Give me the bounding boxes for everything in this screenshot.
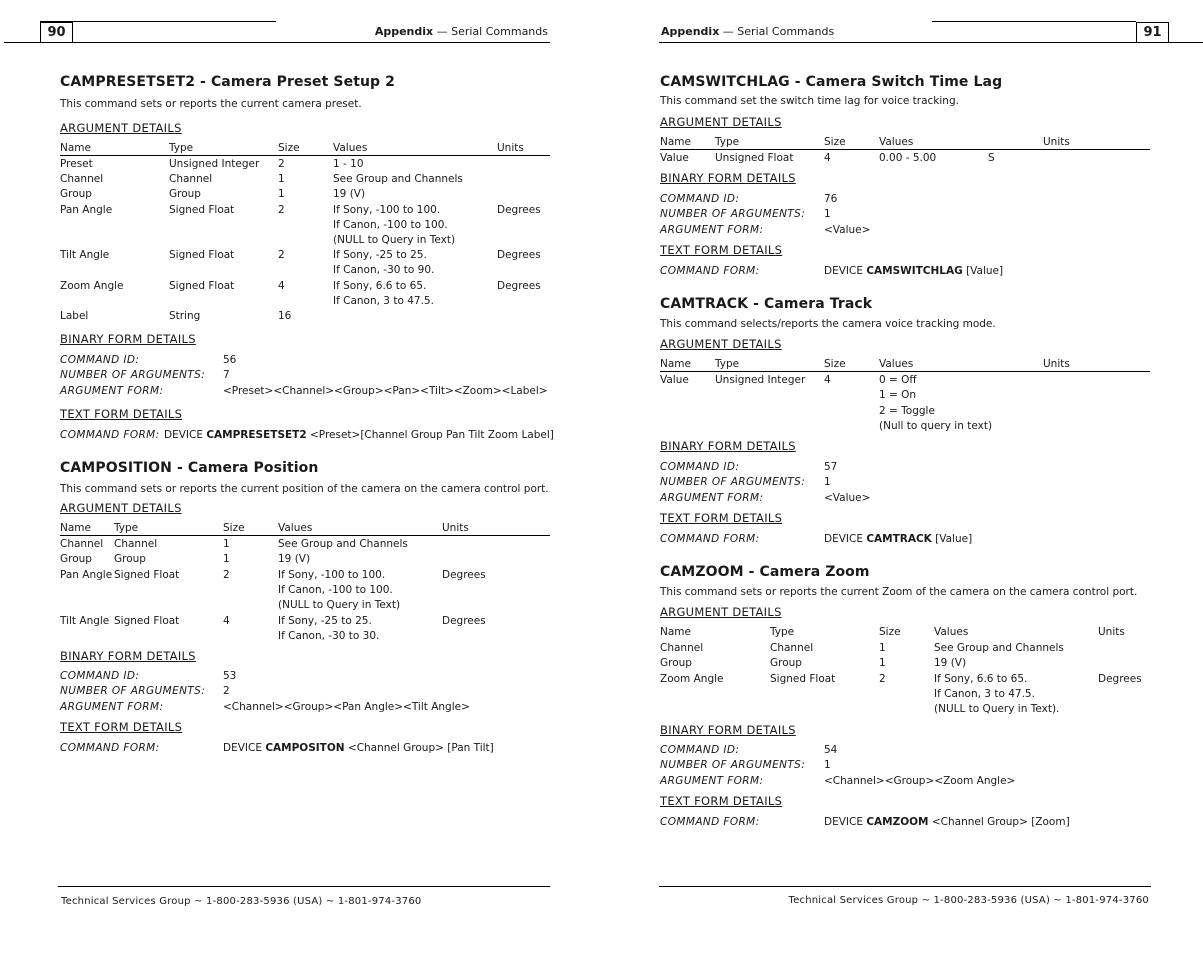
cell-units: Degrees bbox=[442, 614, 486, 627]
cell-values: 0 = Off bbox=[879, 374, 917, 386]
command-args: [Value] bbox=[931, 533, 973, 545]
column-header-units: Units bbox=[1043, 358, 1070, 370]
cell-type: Signed Float bbox=[169, 249, 235, 262]
text-form-heading: TEXT FORM DETAILS bbox=[660, 794, 783, 808]
cell-size: 16 bbox=[278, 310, 292, 322]
column-header-values: Values bbox=[278, 522, 313, 534]
cell-values: If Canon, 3 to 47.5. bbox=[934, 687, 1035, 700]
cell-name: Zoom Angle bbox=[660, 672, 724, 685]
left-page bbox=[0, 0, 600, 954]
cell-values: If Canon, -30 to 30. bbox=[278, 629, 380, 642]
column-header-name: Name bbox=[60, 142, 91, 154]
cell-type: Unsigned Integer bbox=[715, 374, 806, 386]
binary-key: COMMAND ID: bbox=[60, 670, 140, 682]
cell-type: Signed Float bbox=[114, 568, 180, 581]
column-header-units: Units bbox=[1043, 136, 1070, 148]
binary-form-heading: BINARY FORM DETAILS bbox=[660, 723, 796, 737]
header-top-rule bbox=[40, 21, 276, 22]
column-header-name: Name bbox=[660, 136, 691, 148]
section-title: CAMPOSITION - Camera Position bbox=[60, 460, 319, 476]
table-header-rule bbox=[60, 535, 550, 536]
cell-values: If Sony, 6.6 to 65. bbox=[934, 672, 1028, 685]
cell-type: Group bbox=[169, 188, 201, 201]
cell-values: See Group and Channels bbox=[278, 538, 408, 550]
column-header-type: Type bbox=[715, 358, 740, 370]
cell-values: If Sony, -100 to 100. bbox=[333, 203, 441, 216]
cell-name: Pan Angle bbox=[60, 203, 113, 216]
command-form-key: COMMAND FORM: bbox=[60, 429, 160, 441]
command-name: CAMPOSITON bbox=[265, 742, 345, 754]
footer-rule bbox=[659, 886, 1151, 887]
cell-type: Unsigned Float bbox=[715, 152, 794, 164]
column-header-size: Size bbox=[223, 522, 245, 534]
cell-type: String bbox=[169, 310, 201, 322]
cell-values: If Canon, -100 to 100. bbox=[333, 218, 448, 231]
header-section: — Serial Commands bbox=[719, 25, 835, 38]
footer-contact: Technical Services Group ~ 1-800-283-5936 (USA) ~ 1-801-974-3760 bbox=[788, 895, 1149, 906]
cell-values: If Canon, -30 to 90. bbox=[333, 264, 435, 277]
command-args: [Value] bbox=[962, 265, 1004, 277]
section-description: This command set the switch time lag for voice tracking. bbox=[660, 95, 959, 107]
cell-name: Tilt Angle bbox=[60, 249, 110, 262]
text-form-heading: TEXT FORM DETAILS bbox=[60, 720, 183, 734]
cell-size: 2 bbox=[278, 203, 285, 216]
binary-key: ARGUMENT FORM: bbox=[660, 491, 764, 504]
cell-size: 4 bbox=[278, 279, 285, 292]
command-form-key: COMMAND FORM: bbox=[660, 816, 760, 828]
cell-values: 19 (V) bbox=[333, 188, 366, 201]
cell-size: 2 bbox=[879, 672, 886, 685]
cell-type: Signed Float bbox=[169, 279, 235, 292]
cell-name: Zoom Angle bbox=[60, 279, 124, 292]
cell-type: Channel bbox=[169, 173, 213, 186]
page-number: 90 bbox=[40, 22, 73, 42]
cell-values: If Sony, 6.6 to 65. bbox=[333, 279, 427, 292]
column-header-name: Name bbox=[660, 626, 691, 638]
binary-value: <Value> bbox=[824, 223, 871, 236]
binary-key: NUMBER OF ARGUMENTS: bbox=[660, 208, 806, 221]
cell-values: If Canon, -100 to 100. bbox=[278, 583, 393, 596]
table-header-rule bbox=[660, 149, 1150, 150]
column-header-name: Name bbox=[60, 522, 91, 534]
cell-values: (NULL to Query in Text) bbox=[333, 234, 456, 246]
cell-values: If Sony, -100 to 100. bbox=[278, 568, 386, 581]
command-name: CAMZOOM bbox=[866, 816, 929, 828]
command-name: CAMSWITCHLAG bbox=[866, 265, 963, 277]
section-description: This command sets or reports the current camera preset. bbox=[60, 98, 362, 110]
cell-size: 4 bbox=[223, 614, 230, 627]
cell-units: Degrees bbox=[442, 568, 486, 581]
binary-value: 76 bbox=[824, 193, 838, 205]
cell-units: Degrees bbox=[1098, 672, 1142, 685]
cell-values: 0.00 - 5.00 bbox=[879, 152, 937, 164]
cell-name: Group bbox=[60, 553, 92, 566]
cell-size: 2 bbox=[223, 568, 230, 581]
cell-size: 1 bbox=[223, 553, 230, 566]
text-form-heading: TEXT FORM DETAILS bbox=[660, 243, 783, 257]
table-header-rule bbox=[660, 371, 1150, 372]
command-form-value bbox=[164, 429, 554, 441]
command-prefix: DEVICE bbox=[824, 533, 867, 545]
cell-values: 19 (V) bbox=[934, 657, 967, 670]
binary-value: 53 bbox=[223, 670, 237, 682]
binary-key: COMMAND ID: bbox=[660, 193, 740, 205]
table-header-rule bbox=[60, 155, 550, 156]
text-form-heading: TEXT FORM DETAILS bbox=[660, 511, 783, 525]
section-title: CAMSWITCHLAG - Camera Switch Time Lag bbox=[660, 74, 1003, 90]
command-form-key: COMMAND FORM: bbox=[660, 533, 760, 545]
section-description: This command sets or reports the current Zoom of the camera on the camera control port. bbox=[660, 586, 1138, 598]
column-header-units: Units bbox=[1098, 626, 1125, 638]
cell-values: 1 - 10 bbox=[333, 158, 364, 170]
header-appendix: Appendix bbox=[374, 25, 434, 38]
cell-name: Channel bbox=[660, 642, 704, 654]
column-header-name: Name bbox=[660, 358, 691, 370]
cell-name: Group bbox=[660, 657, 692, 670]
binary-value: 1 bbox=[824, 208, 831, 221]
cell-name: Label bbox=[60, 310, 89, 322]
command-form-value bbox=[223, 742, 494, 754]
cell-values: 1 = On bbox=[879, 389, 917, 402]
cell-type: Signed Float bbox=[770, 672, 836, 685]
column-header-size: Size bbox=[824, 358, 846, 370]
command-form-value bbox=[824, 265, 1003, 277]
cell-size: 1 bbox=[278, 188, 285, 201]
binary-value: <Preset><Channel><Group><Pan><Tilt><Zoom><Label> bbox=[223, 384, 548, 397]
header-appendix: Appendix bbox=[661, 25, 720, 38]
command-form-key: COMMAND FORM: bbox=[660, 265, 760, 277]
column-header-size: Size bbox=[278, 142, 300, 154]
binary-key: COMMAND ID: bbox=[60, 354, 140, 366]
section-title: CAMTRACK - Camera Track bbox=[660, 296, 873, 312]
command-name: CAMTRACK bbox=[866, 533, 932, 545]
command-args: <Preset>[Channel Group Pan Tilt Zoom Label] bbox=[306, 429, 554, 441]
column-header-values: Values bbox=[879, 358, 914, 370]
column-header-size: Size bbox=[879, 626, 901, 638]
binary-form-heading: BINARY FORM DETAILS bbox=[60, 332, 196, 346]
cell-values: If Sony, -25 to 25. bbox=[333, 249, 427, 262]
cell-size: 4 bbox=[824, 374, 831, 386]
cell-values: If Canon, 3 to 47.5. bbox=[333, 294, 434, 307]
binary-key: NUMBER OF ARGUMENTS: bbox=[660, 759, 806, 772]
binary-value: 57 bbox=[824, 461, 838, 473]
cell-size: 1 bbox=[879, 642, 886, 654]
column-header-type: Type bbox=[169, 142, 194, 154]
argument-details-heading: ARGUMENT DETAILS bbox=[60, 121, 182, 135]
column-header-type: Type bbox=[114, 522, 139, 534]
binary-form-heading: BINARY FORM DETAILS bbox=[660, 439, 796, 453]
right-page bbox=[603, 0, 1203, 954]
column-header-type: Type bbox=[715, 136, 740, 148]
argument-details-heading: ARGUMENT DETAILS bbox=[660, 337, 782, 351]
binary-key: NUMBER OF ARGUMENTS: bbox=[660, 476, 806, 489]
cell-type: Channel bbox=[114, 538, 158, 550]
cell-units: Degrees bbox=[497, 203, 541, 216]
cell-type: Channel bbox=[770, 642, 814, 654]
cell-units: S bbox=[988, 152, 995, 164]
binary-key: ARGUMENT FORM: bbox=[60, 700, 164, 713]
cell-size: 2 bbox=[278, 249, 285, 262]
footer-rule bbox=[58, 886, 550, 887]
binary-key: NUMBER OF ARGUMENTS: bbox=[60, 685, 206, 698]
command-form-value bbox=[824, 816, 1070, 828]
binary-key: ARGUMENT FORM: bbox=[60, 384, 164, 397]
column-header-type: Type bbox=[770, 626, 795, 638]
cell-units: Degrees bbox=[497, 279, 541, 292]
binary-key: COMMAND ID: bbox=[660, 461, 740, 473]
binary-key: ARGUMENT FORM: bbox=[660, 774, 764, 787]
argument-details-heading: ARGUMENT DETAILS bbox=[660, 115, 782, 129]
cell-type: Signed Float bbox=[169, 203, 235, 216]
cell-type: Group bbox=[114, 553, 146, 566]
binary-key: NUMBER OF ARGUMENTS: bbox=[60, 369, 206, 382]
cell-values: (NULL to Query in Text) bbox=[278, 599, 401, 612]
command-form-key: COMMAND FORM: bbox=[60, 742, 160, 754]
cell-name: Pan Angle bbox=[60, 568, 113, 581]
cell-type: Group bbox=[770, 657, 802, 670]
column-header-values: Values bbox=[333, 142, 368, 154]
command-name: CAMPRESETSET2 bbox=[206, 429, 307, 441]
section-title: CAMZOOM - Camera Zoom bbox=[660, 564, 870, 580]
section-description: This command selects/reports the camera voice tracking mode. bbox=[660, 318, 996, 330]
binary-value: 1 bbox=[824, 476, 831, 489]
command-args: <Channel Group> [Zoom] bbox=[928, 816, 1070, 828]
cell-values: See Group and Channels bbox=[934, 642, 1064, 654]
binary-form-heading: BINARY FORM DETAILS bbox=[660, 171, 796, 185]
cell-name: Group bbox=[60, 188, 92, 201]
binary-value: 56 bbox=[223, 354, 237, 366]
binary-key: ARGUMENT FORM: bbox=[660, 223, 764, 236]
cell-values: If Sony, -25 to 25. bbox=[278, 614, 372, 627]
cell-size: 1 bbox=[278, 173, 285, 186]
command-prefix: DEVICE bbox=[223, 742, 266, 754]
cell-type: Signed Float bbox=[114, 614, 180, 627]
section-title: CAMPRESETSET2 - Camera Preset Setup 2 bbox=[60, 74, 395, 90]
header-top-rule bbox=[932, 21, 1136, 22]
text-form-heading: TEXT FORM DETAILS bbox=[60, 407, 183, 421]
page-number: 91 bbox=[1136, 22, 1169, 42]
cell-type: Unsigned Integer bbox=[169, 158, 260, 170]
binary-value: 7 bbox=[223, 369, 230, 382]
column-header-units: Units bbox=[497, 142, 524, 154]
binary-value: <Channel><Group><Zoom Angle> bbox=[824, 774, 1016, 787]
cell-size: 2 bbox=[278, 158, 285, 170]
running-header bbox=[661, 25, 834, 38]
header-rule bbox=[659, 42, 1203, 43]
binary-value: <Channel><Group><Pan Angle><Tilt Angle> bbox=[223, 700, 470, 713]
argument-details-heading: ARGUMENT DETAILS bbox=[660, 605, 782, 619]
section-description: This command sets or reports the current position of the camera on the camera control port. bbox=[60, 483, 549, 495]
cell-values: 19 (V) bbox=[278, 553, 311, 566]
column-header-values: Values bbox=[934, 626, 969, 638]
cell-name: Channel bbox=[60, 538, 104, 550]
footer-contact: Technical Services Group ~ 1-800-283-5936 (USA) ~ 1-801-974-3760 bbox=[61, 896, 422, 907]
cell-name: Channel bbox=[60, 173, 104, 186]
binary-value: <Value> bbox=[824, 491, 871, 504]
cell-size: 1 bbox=[879, 657, 886, 670]
cell-name: Value bbox=[660, 374, 689, 386]
binary-key: COMMAND ID: bbox=[660, 744, 740, 756]
argument-details-heading: ARGUMENT DETAILS bbox=[60, 501, 182, 515]
column-header-size: Size bbox=[824, 136, 846, 148]
cell-values: (Null to query in text) bbox=[879, 419, 993, 432]
cell-values: See Group and Channels bbox=[333, 173, 463, 186]
header-rule bbox=[4, 42, 550, 43]
cell-units: Degrees bbox=[497, 249, 541, 262]
cell-size: 1 bbox=[223, 538, 230, 550]
command-prefix: DEVICE bbox=[164, 429, 207, 441]
cell-name: Value bbox=[660, 152, 689, 164]
command-prefix: DEVICE bbox=[824, 816, 867, 828]
running-header bbox=[375, 25, 548, 38]
binary-form-heading: BINARY FORM DETAILS bbox=[60, 649, 196, 663]
command-args: <Channel Group> [Pan Tilt] bbox=[344, 742, 494, 754]
binary-value: 54 bbox=[824, 744, 838, 756]
binary-value: 2 bbox=[223, 685, 230, 698]
column-header-values: Values bbox=[879, 136, 914, 148]
command-form-value bbox=[824, 533, 972, 545]
binary-value: 1 bbox=[824, 759, 831, 772]
cell-name: Preset bbox=[60, 158, 93, 170]
cell-values: (NULL to Query in Text). bbox=[934, 703, 1060, 716]
header-section: — Serial Commands bbox=[433, 25, 548, 38]
cell-size: 4 bbox=[824, 152, 831, 164]
cell-values: 2 = Toggle bbox=[879, 404, 935, 417]
command-prefix: DEVICE bbox=[824, 265, 867, 277]
column-header-units: Units bbox=[442, 522, 469, 534]
cell-name: Tilt Angle bbox=[60, 614, 110, 627]
